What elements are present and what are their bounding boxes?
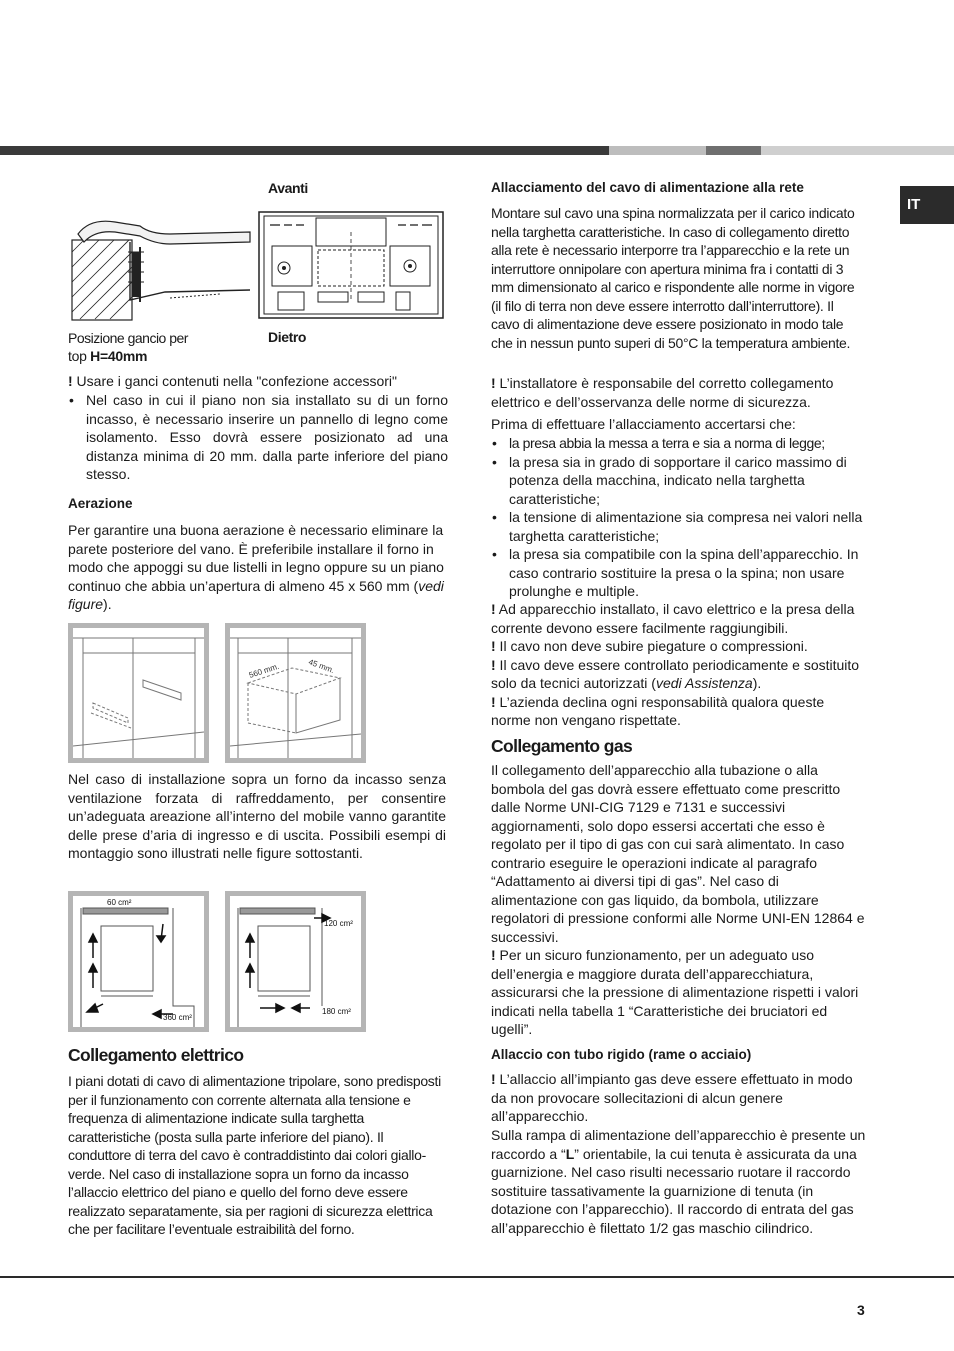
warning-mark: !: [491, 1071, 496, 1087]
installation-bullets: [68, 391, 448, 484]
figure-label-front: Avanti: [268, 180, 308, 196]
aerazione-text-b: ).: [103, 596, 112, 612]
warning-mark: !: [491, 375, 496, 391]
footer-rule: [0, 1276, 954, 1278]
note-no-bending: [491, 637, 865, 656]
assistenza-reference: vedi Assistenza: [655, 675, 753, 691]
prima-text: Prima di effettuare l’allacciamento accertarsi che:: [491, 416, 796, 432]
elettrico-title: Collegamento elettrico: [68, 1045, 244, 1065]
cabinet-drawing-2: [230, 628, 361, 758]
header-bar-light-1: [609, 146, 706, 155]
aerazione-text-a: Per garantire una buona aerazione è necessario eliminare la parete posteriore del vano. È preferibile installare il forno in modo che appoggi su due listelli in legno oppure su un piano continuo che abbia un’apertura di almeno 45 x 560 mm (: [68, 522, 444, 594]
warning-mark: !: [491, 601, 496, 617]
rigido-note: [491, 1070, 865, 1126]
list-item: • la presa abbia la messa a terra e sia a norma di legge;: [491, 434, 865, 453]
rampa-text: [491, 1126, 867, 1237]
aerazione-title: Aerazione: [68, 496, 133, 511]
language-label: IT: [907, 196, 921, 213]
airflow-drawing-1: [73, 896, 204, 1027]
electrical-notes: [491, 600, 865, 730]
airflow-figure-2: [225, 891, 366, 1032]
note-disclaimer-text: L’azienda declina ogni responsabilità qualora queste norme non vengano rispettate.: [491, 693, 825, 728]
note-check-cable: [491, 656, 865, 693]
rigido-note-text: L’allaccio all’impianto gas deve essere effettuato in modo da non provocare sollecitazioni di alcun genere all’apparecchio.: [491, 1071, 853, 1124]
header-bar-mid: [706, 146, 761, 155]
installatore-note: [491, 374, 865, 411]
aerazione-text: [68, 521, 446, 614]
airflow-120: 120 cm²: [324, 919, 353, 928]
rampa-text-a: Sulla rampa di alimentazione dell’apparecchio è presente un raccordo a “: [491, 1127, 866, 1162]
allacciamento-title: Allacciamento del cavo di alimentazione alla rete: [491, 180, 804, 195]
note-check-cable-text-b: ).: [752, 675, 762, 691]
hook-section-drawing: [70, 212, 260, 322]
cabinet-drawing-1: [73, 628, 204, 758]
gas-title: Collegamento gas: [491, 736, 633, 756]
list-item: • la presa sia in grado di sopportare il carico massimo di potenza della macchina, indicato nella targhetta caratteristiche;: [491, 453, 865, 509]
language-tab[interactable]: [900, 186, 954, 224]
note-accessible: [491, 600, 865, 637]
allacciamento-text: Montare sul cavo una spina normalizzata per il carico indicato nella targhetta caratteristiche. In caso di collegamento diretto alla rete è necessario interporre tra l’apparecchio e la rete un interruttore onnipolare con apertura minima fra i contatti di 3 mm dimensionato al carico e rispondente alle norme in vigore (il filo di terra non deve essere interrotto dall’interruttore). Il cavo di alimentazione deve essere posizionato in modo tale che in nessun punto superi di 50°C la temperatura ambiente.: [491, 205, 855, 351]
list-item: • la presa sia compatibile con la spina dell’apparecchio. In caso contrario sostituire la presa o la spina; non usare prolunghe e multiple.: [491, 545, 865, 601]
warning-mark: !: [491, 638, 496, 654]
note-no-bending-text: Il cavo non deve subire piegature o compressioni.: [495, 638, 808, 654]
note-check-cable-text-a: Il cavo deve essere controllato periodicamente e sostituito solo da tecnici autorizzati (: [491, 656, 860, 691]
figure-caption-height: H=40mm: [90, 348, 148, 364]
aerazione-text-em: vedi figure: [68, 577, 444, 612]
airflow-drawing-2: [230, 896, 361, 1027]
elettrico-text: I piani dotati di cavo di alimentazione tripolare, sono predisposti per il funzionamento con corrente alternata alla tensione e frequenza di alimentazione indicate sulla targhetta caratteristiche (posta sulla parte inferiore del piano). Il conduttore di terra del cavo è contraddistinto dai colori giallo-verde. Nel caso di installazione sopra un forno da incasso l’allaccio elettrico del piano e quello del forno deve essere realizzato separatamente, sia per ragioni di sicurezza elettrica che per facilitare l’eventuale estraibilità del forno.: [68, 1073, 441, 1237]
dimension-45: 45 mm.: [307, 657, 336, 676]
figure-caption-top: top: [68, 348, 91, 364]
airflow-60: 60 cm²: [107, 898, 132, 907]
rampa-text-b: ” orientabile, la cui tenuta è assicurata da una guarnizione. Nel caso risulti necessario ruotare il raccordo sostituire tassativamente la guarnizione di tenuta (in dotazione con l’apparecchio). Il raccordo di entrata del gas all’apparecchio è filettato 1/2 gas maschio cilindrico.: [491, 1145, 857, 1236]
installatore-note-text: L’installatore è responsabile del corretto collegamento elettrico e dell’osservanza delle norme di sicurezza.: [491, 375, 834, 410]
header-bar-dark: [0, 146, 609, 155]
hooks-note: [68, 372, 448, 391]
note-disclaimer: [491, 693, 865, 730]
figure-label-back: Dietro: [268, 329, 307, 345]
note-accessible-text: Ad apparecchio installato, il cavo elettrico e la presa della corrente devono essere facilmente raggiungibili.: [491, 601, 855, 636]
airflow-360: 360 cm²: [163, 1013, 192, 1022]
aeration-figure-2: [225, 623, 366, 763]
gas-note-text: Per un sicuro funzionamento, per un adeguato uso dell’energia e maggiore durata dell’apparecchiatura, assicurarsi che la pressione di alimentazione rispetti i valori indicati nella tabella 1 “Caratteristiche dei bruciatori ed ugelli”.: [491, 947, 859, 1037]
warning-mark: !: [491, 693, 496, 710]
hob-underside-drawing: [258, 210, 446, 322]
installazione-text: Nel caso di installazione sopra un forno da incasso senza ventilazione forzata di raffreddamento, per consentire un’adeguata areazione all’interno del mobile vanno garantite delle prese d’aria di ingresso e di uscita. Possibili esempi di montaggio sono illustrati nelle figure sottostanti.: [68, 771, 446, 861]
warning-mark: !: [491, 947, 496, 963]
checks-list: [491, 434, 865, 601]
airflow-180: 180 cm²: [322, 1007, 351, 1016]
airflow-figure-1: [68, 891, 209, 1032]
list-item: • la tensione di alimentazione sia compresa nei valori nella targhetta caratteristiche;: [491, 508, 865, 545]
gas-note: [491, 946, 865, 1039]
gas-text: Il collegamento dell’apparecchio alla tubazione o alla bombola del gas dovrà essere effettuato come prescritto dalle Norme UNI-CIG 7129 e 7131 e successivi aggiornamenti, solo dopo essersi accertati che esso è regolato per il tipo di gas con cui sarà alimentato. In caso contrario eseguire le operazioni indicate al paragrafo “Adattamento ai diversi tipi di gas”. Nel caso di alimentazione con gas liquido, da bombola, utilizzare regolatori di pressione conformi alle Norme UNI-EN 12864 e successivi.: [491, 762, 865, 945]
list-item: • Nel caso in cui il piano non sia installato su di un forno incasso, è necessario inserire un pannello di legno come isolamento. Esso dovrà essere posizionato ad una distanza minima di 20 mm. dalla parte inferiore del piano stesso.: [68, 391, 448, 484]
figure-caption-line1: Posizione gancio per: [68, 330, 188, 346]
warning-mark: !: [68, 373, 73, 389]
rampa-l: L: [565, 1145, 575, 1162]
aeration-figure-1: [68, 623, 209, 763]
figure-caption-line2: [68, 347, 147, 366]
warning-mark: !: [491, 656, 496, 673]
header-bar-light-2: [761, 146, 954, 155]
dimension-560: 560 mm.: [247, 661, 281, 680]
hooks-note-text: Usare i ganci contenuti nella "confezione accessori": [72, 373, 398, 389]
rigido-title: Allaccio con tubo rigido (rame o acciaio): [491, 1047, 752, 1062]
page-number: 3: [857, 1302, 865, 1318]
